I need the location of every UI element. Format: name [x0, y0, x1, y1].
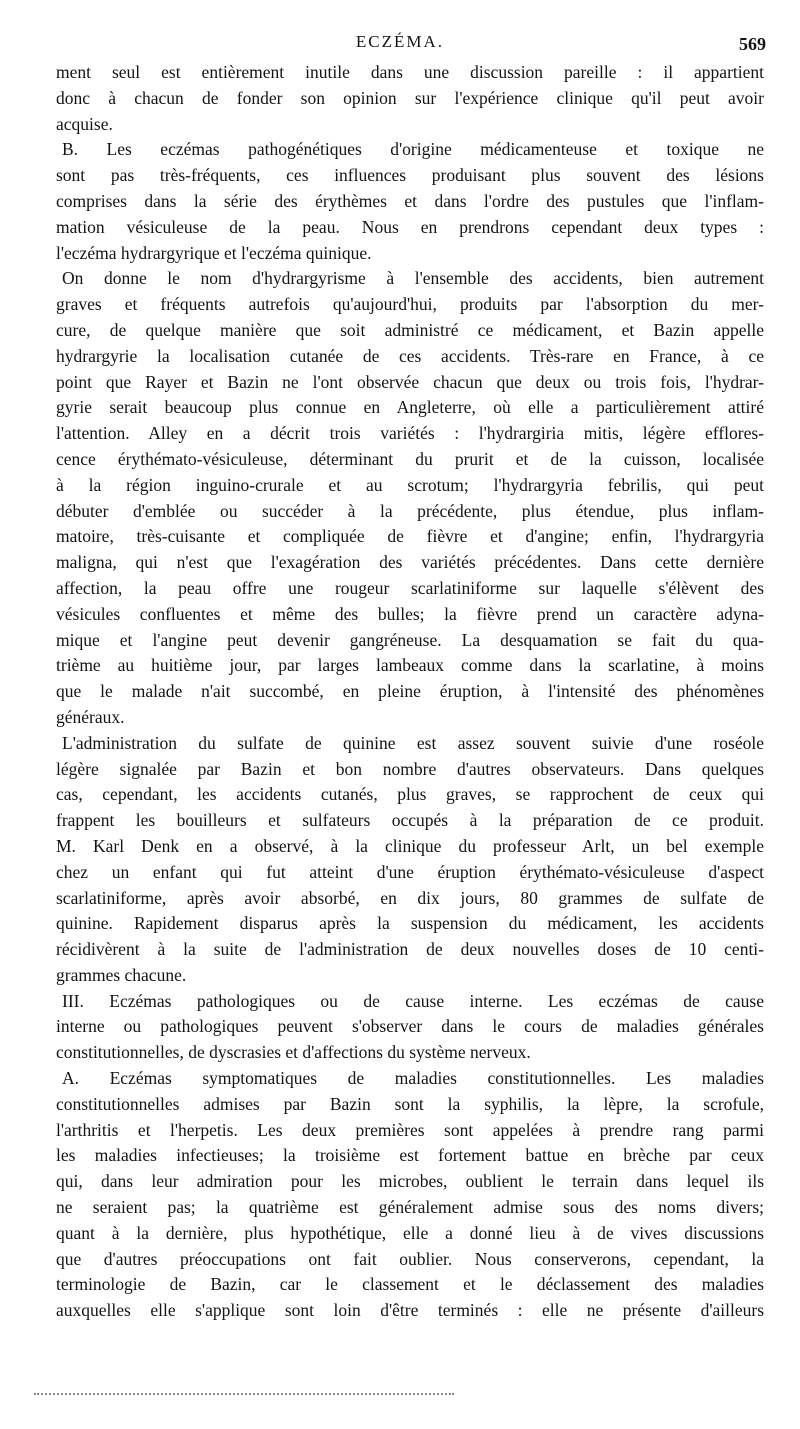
text-line: donc à chacun de fonder son opinion sur l'expérience clinique qu'il peut avoir [56, 87, 764, 108]
text-line: les maladies infectieuses; la troisième est fortement battue en brèche par ceux [56, 1145, 764, 1166]
paragraph [56, 266, 764, 730]
text-line: III. Eczémas pathologiques ou de cause interne. Les eczémas de cause [62, 990, 764, 1011]
text-line: scarlatiniforme, après avoir absorbé, en dix jours, 80 grammes de sulfate de [56, 887, 764, 908]
text-line: que le malade n'ait succombé, en pleine éruption, à l'intensité des phénomènes [56, 681, 764, 702]
paragraph [56, 60, 764, 137]
page-header [0, 28, 800, 58]
text-line: à la région inguino-crurale et au scrotum; l'hydrargyria febrilis, qui peut [56, 474, 764, 495]
text-line: On donne le nom d'hydrargyrisme à l'ensemble des accidents, bien autrement [62, 268, 764, 289]
text-line: chez un enfant qui fut atteint d'une éruption érythémato-vésiculeuse d'aspect [56, 861, 764, 882]
page-number: 569 [739, 34, 766, 54]
text-line: l'attention. Alley en a décrit trois variétés : l'hydrargiria mitis, légère efflores- [56, 423, 764, 444]
text-line: cure, de quelque manière que soit administré ce médicament, et Bazin appelle [56, 319, 764, 340]
text-line: trième au huitième jour, par larges lambeaux comme dans la scarlatine, à moins [56, 655, 764, 676]
text-line: hydrargyrie la localisation cutanée de ces accidents. Très-rare en France, à ce [56, 345, 764, 366]
text-line: mique et l'angine peut devenir gangréneuse. La desquamation se fait du qua- [56, 629, 764, 650]
text-line: ne seraient pas; la quatrième est généralement admise sous des noms divers; [56, 1197, 764, 1218]
text-line: sont pas très-fréquents, ces influences produisant plus souvent des lésions [56, 165, 764, 186]
body-text [56, 60, 764, 1324]
text-line: frappent les bouilleurs et sulfateurs occupés à la préparation de ce produit. [56, 810, 764, 831]
text-line: cas, cependant, les accidents cutanés, plus graves, se rapprochent de ceux qui [56, 784, 764, 805]
text-line: affection, la peau offre une rougeur scarlatiniforme sur laquelle s'élèvent des [56, 577, 764, 598]
text-line: débuter d'emblée ou succéder à la précédente, plus étendue, plus inflam- [56, 500, 764, 521]
text-line: que d'autres préoccupations ont fait oublier. Nous conserverons, cependant, la [56, 1248, 764, 1269]
text-line: acquise. [56, 113, 113, 134]
text-line: B. Les eczémas pathogénétiques d'origine médicamenteuse et toxique ne [62, 139, 764, 160]
text-line: constitutionnelles admises par Bazin sont la syphilis, la lèpre, la scrofule, [56, 1093, 764, 1114]
running-title: ECZÉMA. [355, 32, 445, 51]
paragraph [56, 1066, 764, 1324]
text-line: légère signalée par Bazin et bon nombre d'autres observateurs. Dans quelques [56, 758, 764, 779]
text-line: grammes chacune. [56, 964, 187, 985]
text-line: l'arthritis et l'herpetis. Les deux premières sont appelées à prendre rang parmi [56, 1119, 764, 1140]
text-line: ment seul est entièrement inutile dans une discussion pareille : il appartient [56, 62, 764, 82]
text-line: vésicules confluentes et même des bulles; la fièvre prend un caractère adyna- [56, 603, 764, 624]
paragraph [56, 731, 764, 989]
text-line: graves et fréquents autrefois qu'aujourd'hui, produits par l'absorption du mer- [56, 294, 764, 315]
footer-rule [34, 1393, 454, 1395]
paragraph [56, 989, 764, 1066]
text-line: constitutionnelles, de dyscrasies et d'affections du système nerveux. [56, 1042, 531, 1063]
text-line: quant à la dernière, plus hypothétique, elle a donné lieu à de vives discussions [56, 1222, 764, 1243]
text-line: matoire, très-cuisante et compliquée de fièvre et d'angine; enfin, l'hydrargyria [56, 526, 764, 547]
text-line: point que Rayer et Bazin ne l'ont observée chacun que deux ou trois fois, l'hydrar- [56, 371, 764, 392]
text-line: quinine. Rapidement disparus après la suspension du médicament, les accidents [56, 913, 764, 934]
text-line: mation vésiculeuse de la peau. Nous en prendrons cependant deux types : [56, 216, 764, 237]
text-line: généraux. [56, 706, 125, 727]
text-line: l'eczéma hydrargyrique et l'eczéma quinique. [56, 242, 372, 263]
text-line: A. Eczémas symptomatiques de maladies constitutionnelles. Les maladies [62, 1068, 764, 1089]
text-line: L'administration du sulfate de quinine est assez souvent suivie d'une roséole [62, 732, 764, 753]
text-line: maligna, qui n'est que l'exagération des variétés précédentes. Dans cette dernière [56, 552, 764, 573]
paragraph [56, 137, 764, 266]
text-line: terminologie de Bazin, car le classement et le déclassement des maladies [56, 1274, 764, 1295]
text-line: M. Karl Denk en a observé, à la clinique du professeur Arlt, un bel exemple [56, 835, 764, 856]
text-line: gyrie serait beaucoup plus connue en Angleterre, où elle a particulièrement attiré [56, 397, 764, 418]
text-line: récidivèrent à la suite de l'administration de deux nouvelles doses de 10 centi- [56, 939, 764, 960]
text-line: comprises dans la série des érythèmes et dans l'ordre des pustules que l'inflam- [56, 190, 764, 211]
text-line: interne ou pathologiques peuvent s'observer dans le cours de maladies générales [56, 1016, 764, 1037]
text-line: cence érythémato-vésiculeuse, déterminant du prurit et de la cuisson, localisée [56, 448, 764, 469]
text-line: qui, dans leur admiration pour les microbes, oublient le terrain dans lequel ils [56, 1171, 764, 1192]
text-line: auxquelles elle s'applique sont loin d'être terminés : elle ne présente d'ailleurs [56, 1300, 764, 1321]
